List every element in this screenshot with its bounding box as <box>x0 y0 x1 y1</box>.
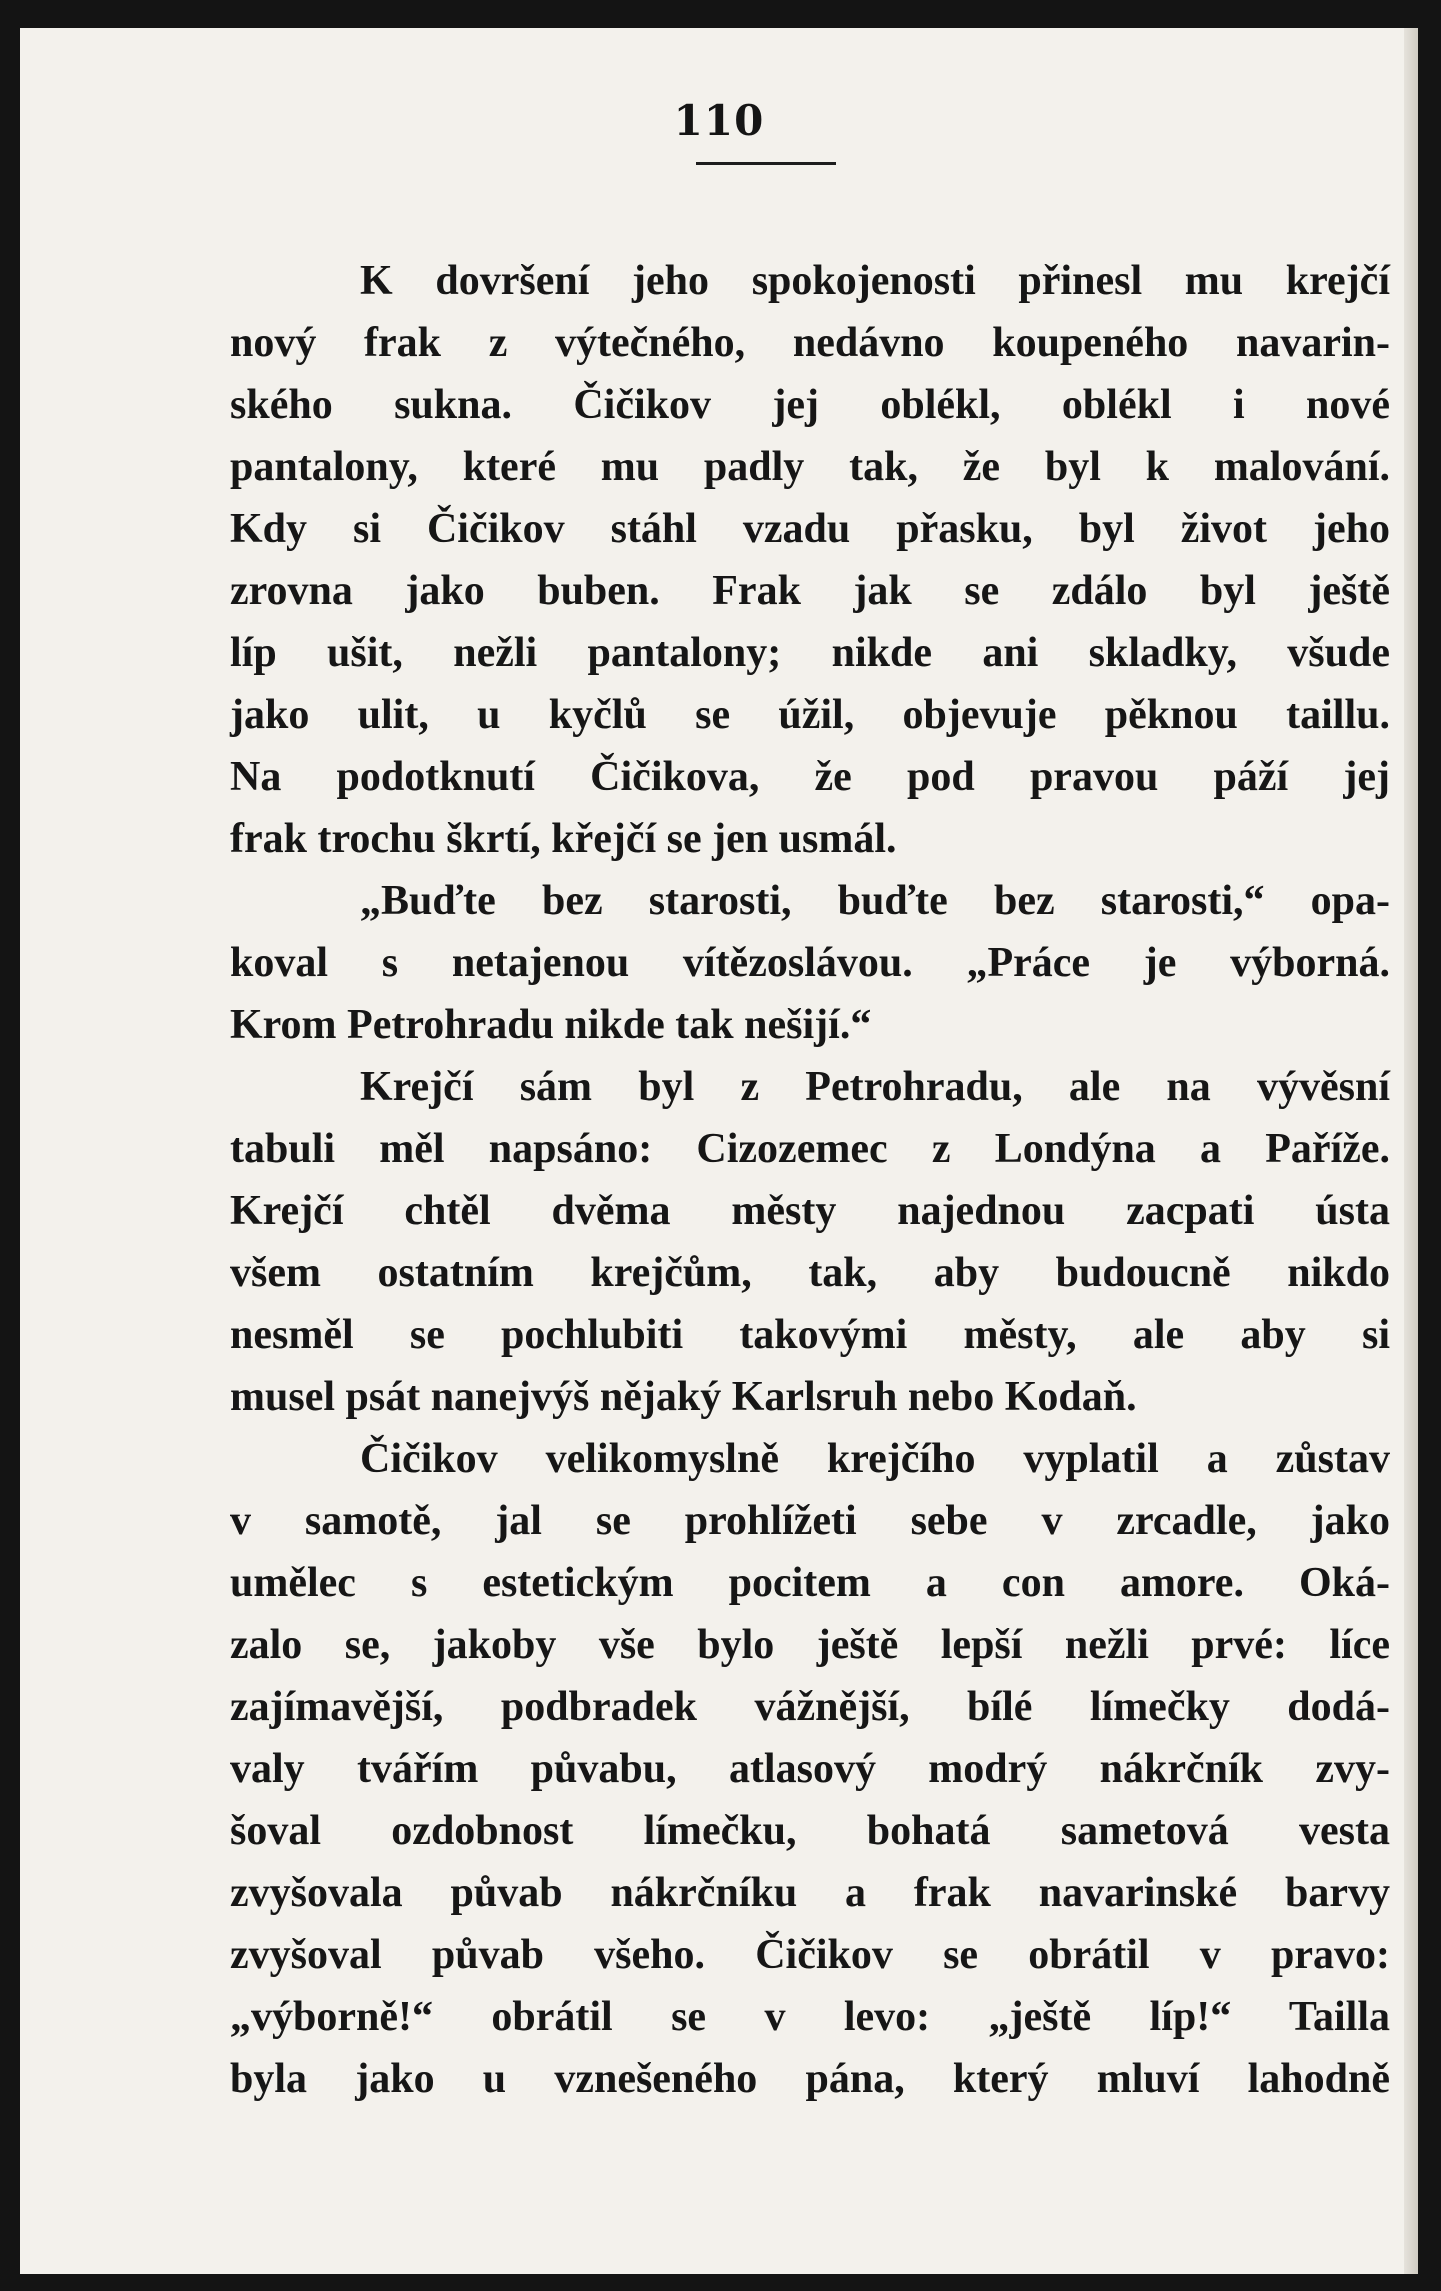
text-line: nesměl se pochlubiti takovými městy, ale aby si <box>230 1312 1390 1358</box>
text-line: „výborně!“ obrátil se v levo: „ještě líp!“ Tailla <box>230 1994 1390 2040</box>
text-line: líp ušit, nežli pantalony; nikde ani skladky, všude <box>230 630 1390 676</box>
text-line: Krejčí chtěl dvěma městy najednou zacpati ústa <box>230 1188 1390 1234</box>
text-line: koval s netajenou vítězoslávou. „Práce je výborná. <box>230 940 1390 986</box>
text-line: ského sukna. Čičikov jej oblékl, oblékl i nové <box>230 382 1390 428</box>
body-text <box>230 250 1390 2110</box>
text-line: v samotě, jal se prohlížeti sebe v zrcadle, jako <box>230 1498 1390 1544</box>
text-line: Krom Petrohradu nikde tak nešijí.“ <box>230 1002 872 1048</box>
text-line: byla jako u vznešeného pána, který mluví lahodně <box>230 2056 1390 2102</box>
text-line: valy tvářím půvabu, atlasový modrý nákrčník zvy- <box>230 1746 1390 1792</box>
text-line: Kdy si Čičikov stáhl vzadu přasku, byl život jeho <box>230 506 1390 552</box>
text-line: zvyšovala půvab nákrčníku a frak navarinské barvy <box>230 1870 1390 1916</box>
text-line: zalo se, jakoby vše bylo ještě lepší nežli prvé: líce <box>230 1622 1390 1668</box>
text-line: Na podotknutí Čičikova, že pod pravou páží jej <box>230 754 1390 800</box>
text-line: K dovršení jeho spokojenosti přinesl mu krejčí <box>360 258 1390 304</box>
text-line: Čičikov velikomyslně krejčího vyplatil a zůstav <box>360 1436 1390 1482</box>
text-line: umělec s estetickým pocitem a con amore. Oká- <box>230 1560 1390 1606</box>
page-number: 110 <box>673 96 765 145</box>
book-page <box>20 28 1418 2274</box>
text-line: zrovna jako buben. Frak jak se zdálo byl ještě <box>230 568 1390 614</box>
text-line: musel psát nanejvýš nějaký Karlsruh nebo Kodaň. <box>230 1374 1137 1420</box>
text-line: jako ulit, u kyčlů se úžil, objevuje pěknou taillu. <box>230 692 1390 738</box>
page-number-rule <box>696 162 836 165</box>
text-line: tabuli měl napsáno: Cizozemec z Londýna a Paříže. <box>230 1126 1390 1172</box>
text-line: „Buďte bez starosti, buďte bez starosti,“ opa- <box>360 878 1390 924</box>
text-line: zajímavější, podbradek vážnější, bílé límečky dodá- <box>230 1684 1390 1730</box>
text-line: zvyšoval půvab všeho. Čičikov se obrátil v pravo: <box>230 1932 1390 1978</box>
text-line: Krejčí sám byl z Petrohradu, ale na vývěsní <box>360 1064 1390 1110</box>
text-line: šoval ozdobnost límečku, bohatá sametová vesta <box>230 1808 1390 1854</box>
text-line: pantalony, které mu padly tak, že byl k malování. <box>230 444 1390 490</box>
text-line: frak trochu škrtí, křejčí se jen usmál. <box>230 816 897 862</box>
text-line: nový frak z výtečného, nedávno koupeného navarin- <box>230 320 1390 366</box>
text-line: všem ostatním krejčům, tak, aby budoucně nikdo <box>230 1250 1390 1296</box>
page-edge <box>1404 28 1418 2274</box>
